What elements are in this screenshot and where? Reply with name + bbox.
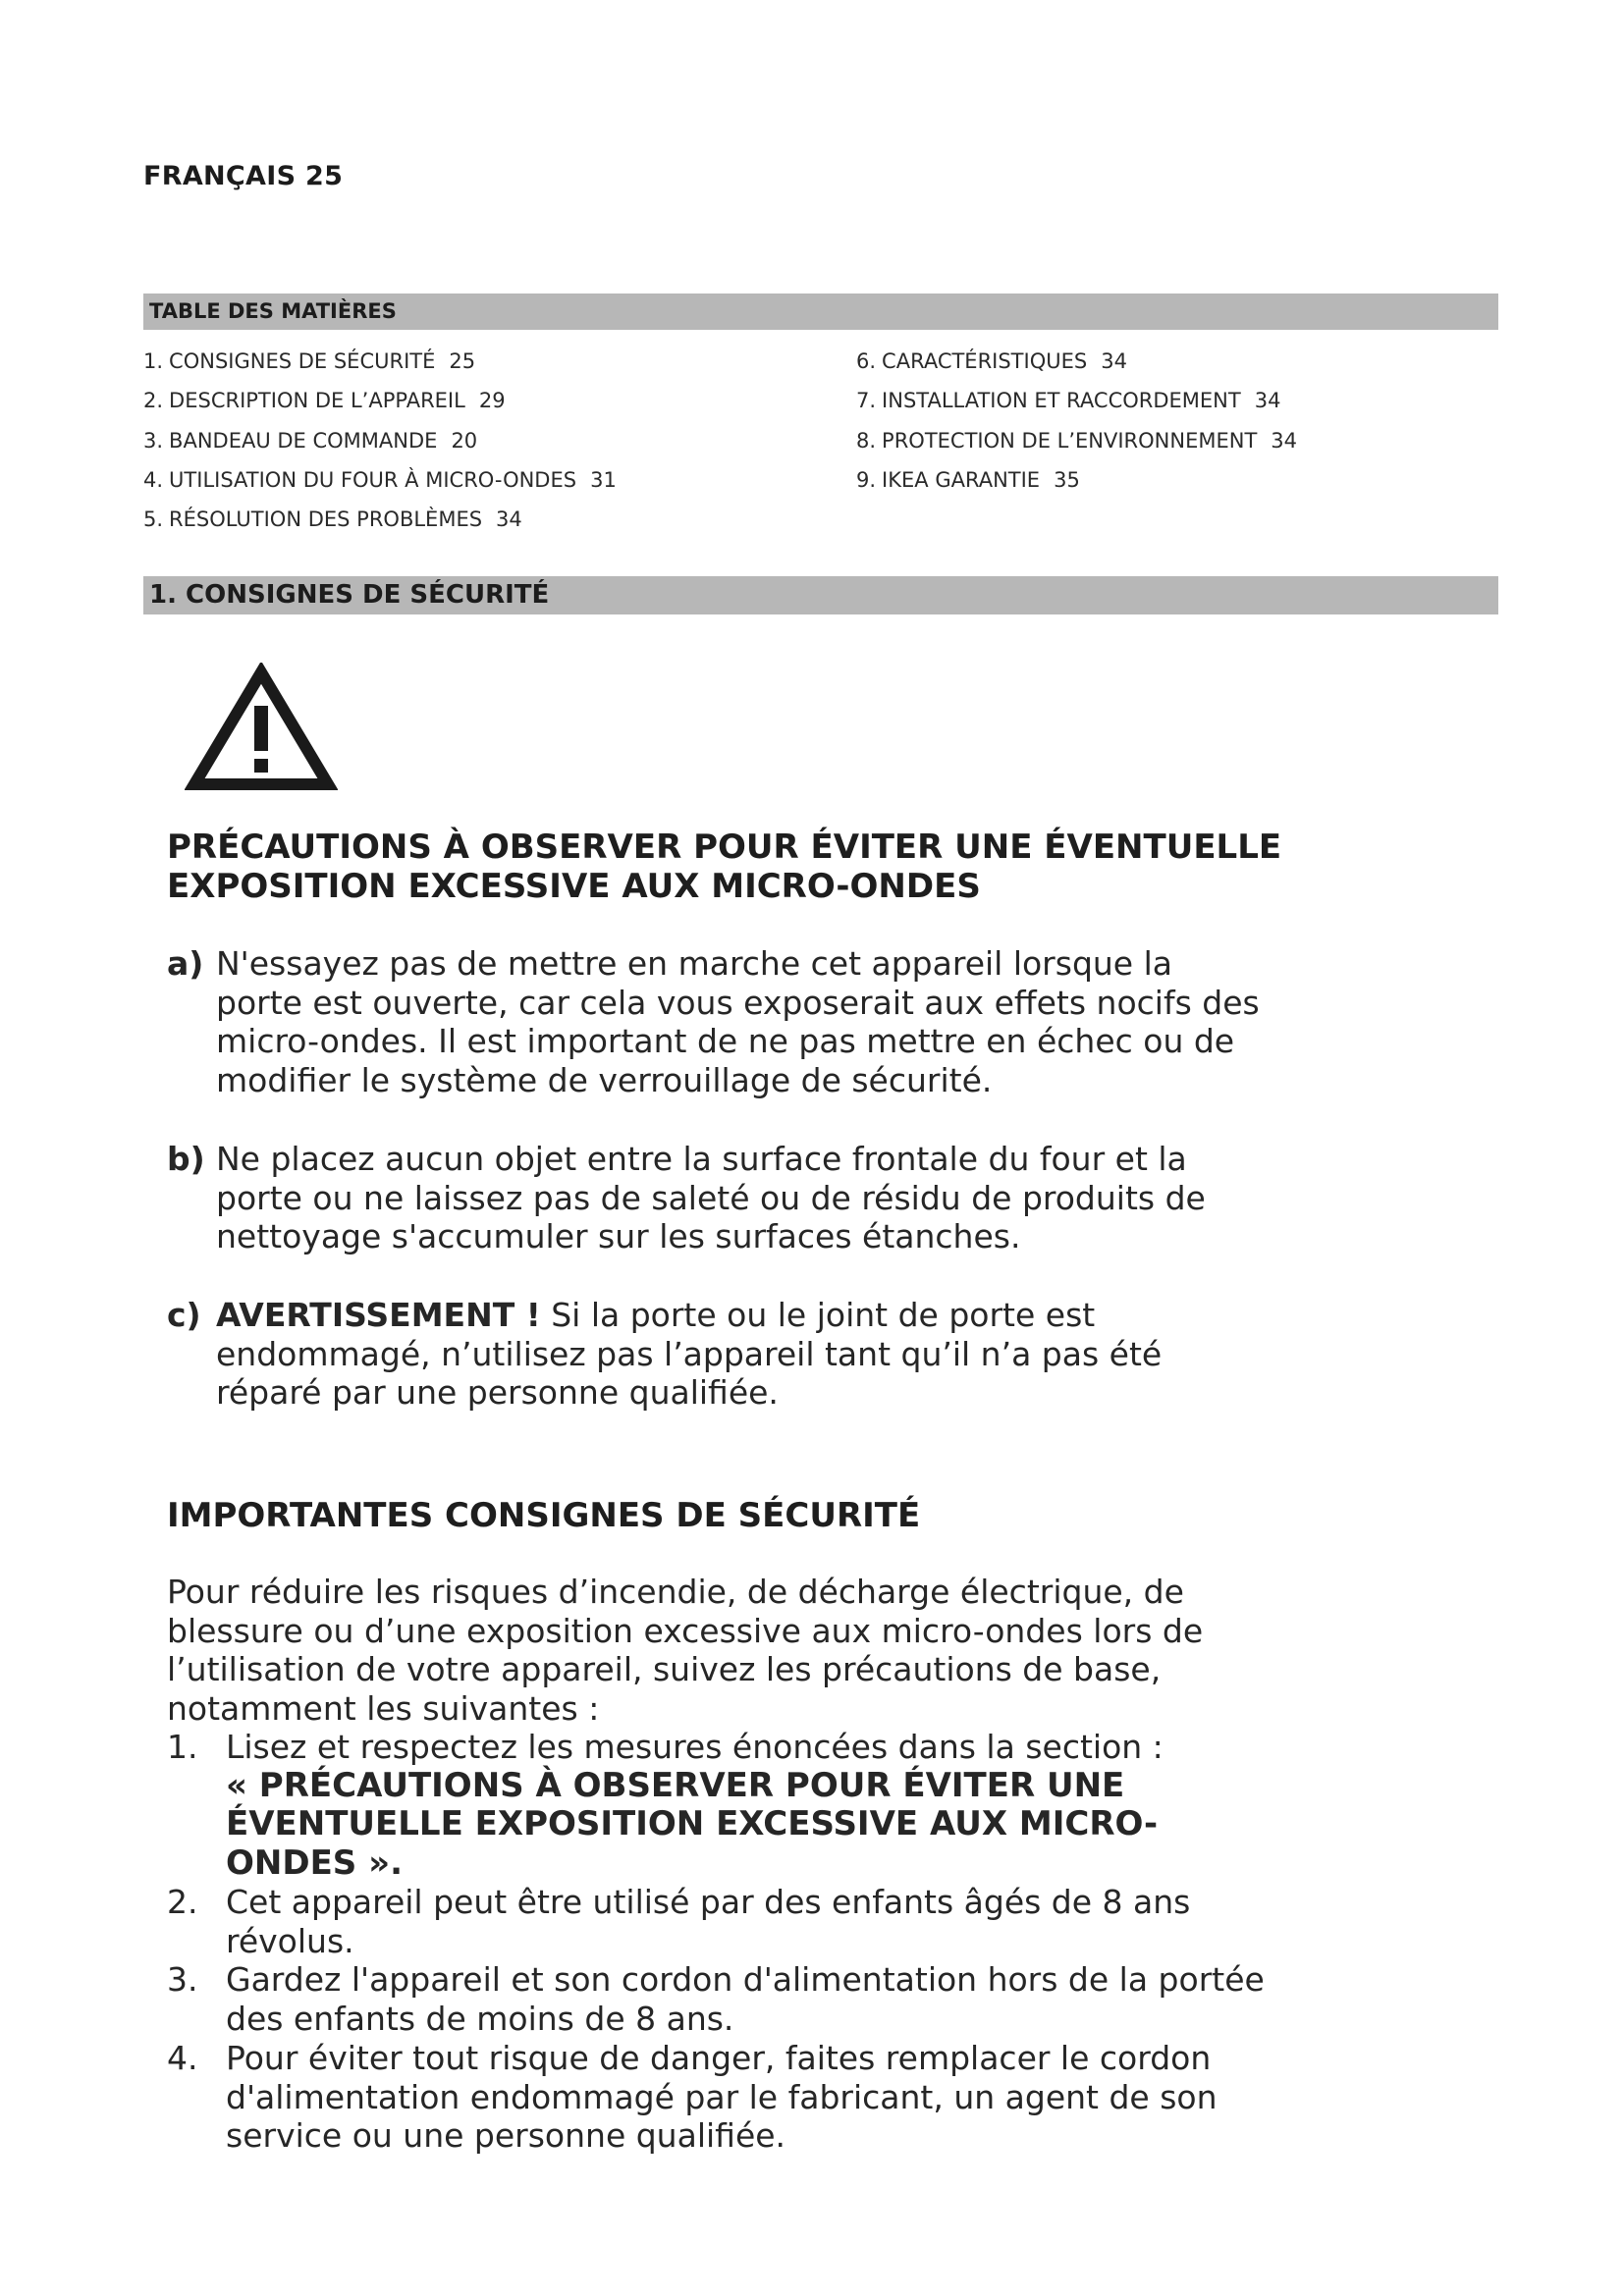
toc-item-label: CARACTÉRISTIQUES (882, 349, 1088, 373)
item-number: 4. (167, 2039, 198, 2077)
item-line: endommagé, n’utilisez pas l’appareil tant qu’il n’a pas été (216, 1334, 1163, 1373)
toc-item-page: 25 (449, 349, 476, 373)
toc-heading: TABLE DES MATIÈRES (143, 294, 1498, 330)
toc-item-num: 2. (143, 389, 164, 412)
toc-item-label: INSTALLATION ET RACCORDEMENT (882, 389, 1241, 412)
safety-item-3 (167, 1960, 1306, 2038)
toc-item-num: 5. (143, 507, 164, 531)
item-label: a) (167, 944, 204, 983)
toc-item-label: BANDEAU DE COMMANDE (169, 429, 438, 453)
toc-item-4[interactable] (143, 467, 617, 493)
toc-item-num: 8. (856, 429, 877, 453)
item-label: b) (167, 1140, 205, 1178)
toc-item-label: UTILISATION DU FOUR À MICRO-ONDES (169, 468, 577, 492)
item-bold-line: ÉVENTUELLE EXPOSITION EXCESSIVE AUX MICRO- (226, 1804, 1159, 1843)
warning-triangle-icon (185, 663, 338, 792)
toc-item-num: 6. (856, 349, 877, 373)
warning-lead: AVERTISSEMENT ! (216, 1296, 541, 1334)
toc-item-label: CONSIGNES DE SÉCURITÉ (169, 349, 436, 373)
toc-item-label: DESCRIPTION DE L’APPAREIL (169, 389, 465, 412)
safety-item-2 (167, 1883, 1306, 1960)
item-bold-line: « PRÉCAUTIONS À OBSERVER POUR ÉVITER UNE (226, 1765, 1125, 1805)
item-line: des enfants de moins de 8 ans. (226, 1999, 734, 2038)
toc-item-6[interactable] (856, 348, 1127, 374)
intro-line: blessure ou d’une exposition excessive aux micro-ondes lors de (167, 1611, 1204, 1650)
safety-item-1 (167, 1728, 1306, 1883)
page-header-title: FRANÇAIS 25 (143, 161, 344, 191)
intro-line: l’utilisation de votre appareil, suivez les précautions de base, (167, 1650, 1162, 1688)
item-number: 2. (167, 1883, 198, 1921)
toc-item-num: 7. (856, 389, 877, 412)
toc-item-num: 3. (143, 429, 164, 453)
item-line: Lisez et respectez les mesures énoncées dans la section : (226, 1728, 1164, 1766)
item-line: nettoyage s'accumuler sur les surfaces étanches. (216, 1217, 1021, 1255)
section-heading-safety: 1. CONSIGNES DE SÉCURITÉ (143, 576, 1498, 614)
item-line: Si la porte ou le joint de porte est (540, 1296, 1096, 1334)
item-line: Gardez l'appareil et son cordon d'alimentation hors de la portée (226, 1960, 1265, 1999)
toc-item-1[interactable] (143, 348, 475, 374)
toc-item-page: 34 (1254, 389, 1281, 412)
item-line: Cet appareil peut être utilisé par des enfants âgés de 8 ans (226, 1883, 1191, 1921)
item-number: 1. (167, 1728, 198, 1766)
precaution-item-a (167, 944, 1296, 1099)
toc-item-2[interactable] (143, 388, 506, 413)
precautions-heading-line: PRÉCAUTIONS À OBSERVER POUR ÉVITER UNE ÉVENTUELLE (167, 828, 1282, 867)
important-safety-heading: IMPORTANTES CONSIGNES DE SÉCURITÉ (167, 1496, 921, 1535)
toc-item-num: 4. (143, 468, 164, 492)
item-line: porte est ouverte, car cela vous exposerait aux effets nocifs des (216, 983, 1260, 1022)
item-line: modifier le système de verrouillage de sécurité. (216, 1060, 993, 1099)
toc-item-page: 34 (496, 507, 522, 531)
item-line: service ou une personne qualifiée. (226, 2116, 786, 2155)
intro-line: notamment les suivantes : (167, 1688, 600, 1728)
item-line: micro-ondes. Il est important de ne pas mettre en échec ou de (216, 1022, 1235, 1060)
toc-item-label: RÉSOLUTION DES PROBLÈMES (169, 507, 483, 531)
toc-item-label: PROTECTION DE L’ENVIRONNEMENT (882, 429, 1258, 453)
toc-item-page: 34 (1101, 349, 1127, 373)
toc-item-page: 35 (1054, 468, 1080, 492)
intro-line: Pour réduire les risques d’incendie, de décharge électrique, de (167, 1573, 1184, 1611)
safety-item-4 (167, 2039, 1306, 2156)
toc-item-page: 20 (451, 429, 478, 453)
item-line: Pour éviter tout risque de danger, faites remplacer le cordon (226, 2039, 1212, 2077)
item-line: réparé par une personne qualifiée. (216, 1373, 779, 1412)
item-line: N'essayez pas de mettre en marche cet appareil lorsque la (216, 944, 1172, 983)
item-line: porte ou ne laissez pas de saleté ou de résidu de produits de (216, 1178, 1206, 1217)
item-number: 3. (167, 1960, 198, 1999)
precautions-heading (167, 828, 1281, 906)
toc-item-3[interactable] (143, 428, 477, 454)
item-label: c) (167, 1296, 201, 1334)
item-line: Ne placez aucun objet entre la surface frontale du four et la (216, 1140, 1187, 1178)
precautions-heading-line: EXPOSITION EXCESSIVE AUX MICRO-ONDES (167, 867, 981, 906)
precaution-item-c (167, 1296, 1296, 1413)
item-bold-line: ONDES ». (226, 1842, 404, 1883)
toc-item-7[interactable] (856, 388, 1280, 413)
toc-item-5[interactable] (143, 507, 522, 532)
toc-item-page: 29 (478, 389, 506, 412)
important-intro (167, 1573, 1296, 1728)
toc-item-9[interactable] (856, 467, 1080, 493)
item-line: révolus. (226, 1921, 354, 1960)
precaution-item-b (167, 1140, 1296, 1256)
toc-item-num: 1. (143, 349, 164, 373)
toc-item-num: 9. (856, 468, 877, 492)
toc-item-page: 31 (590, 468, 617, 492)
toc-item-8[interactable] (856, 428, 1297, 454)
toc-item-label: IKEA GARANTIE (882, 468, 1041, 492)
toc-item-page: 34 (1271, 429, 1298, 453)
item-line: d'alimentation endommagé par le fabricant, un agent de son (226, 2077, 1218, 2116)
